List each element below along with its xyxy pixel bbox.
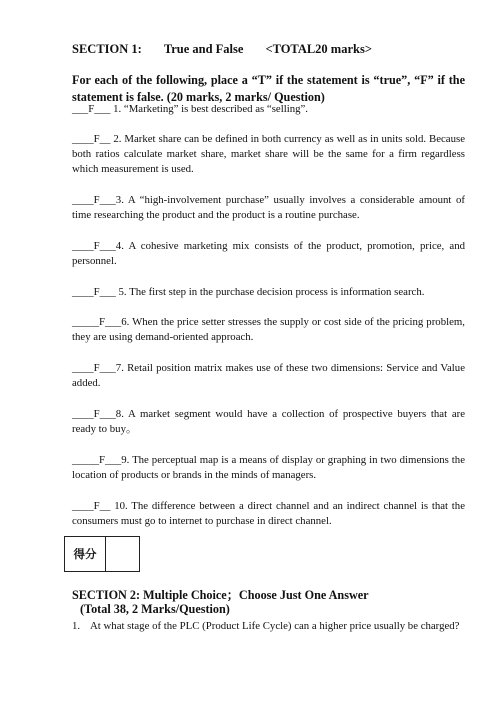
question-9-text: 9. The perceptual map is a means of display or graphing in two dimensions the location of products or brands in the minds of managers. [72,454,465,482]
question-5-text: 5. The first step in the purchase decision process is information search. [115,286,425,298]
question-8 [72,407,465,437]
question-8-text: 8. A market segment would have a collection of prospective buyers that are ready to buy。 [72,408,465,436]
mc-question-1-text: At what stage of the PLC (Product Life Cycle) can a higher price usually be charged? [90,620,460,632]
question-6-text: 6. When the price setter stresses the supply or cost side of the pricing problem, they are using demand-oriented approach. [72,316,465,344]
question-2-text: 2. Market share can be defined in both currency as well as in units sold. Because both ratios calculate market share, market share will be the same for a firm regardless which measurement is used. [72,133,465,176]
question-4 [72,239,465,269]
question-3 [72,193,465,223]
question-6 [72,315,465,345]
question-5 [72,285,465,300]
section2-subtitle: (Total 38, 2 Marks/Question) [80,602,230,616]
answer-10: ____F__ [72,500,111,512]
section2-title: SECTION 2: Multiple Choice；Choose Just One Answer [72,588,369,602]
answer-3: ____F___ [72,194,116,206]
answer-4: ____F___ [72,240,116,252]
answer-5: ____F___ [72,286,116,298]
question-7-text: 7. Retail position matrix makes use of these two dimensions: Service and Value added. [72,362,465,390]
answer-6: _____F___ [72,316,122,328]
question-9 [72,453,465,483]
section1-total: <TOTAL20 marks> [265,42,372,56]
section1-title: True and False [163,42,244,56]
score-input-cell[interactable] [106,537,140,572]
section1-heading [72,42,465,57]
answer-8: ____F___ [72,408,116,420]
question-10-text: 10. The difference between a direct channel and an indirect channel is that the consumers must go to internet to purchase in direct channel. [72,500,465,528]
mc-question-1 [72,619,465,635]
question-7 [72,361,465,391]
score-label: 得分 [65,537,106,572]
answer-9: _____F___ [72,454,122,466]
mc-question-1-number: 1. [72,620,81,632]
section1-label: SECTION 1: [72,42,142,56]
question-1-text: 1. “Marketing” is best described as “selling”. [110,103,308,115]
question-4-text: 4. A cohesive marketing mix consists of the product, promotion, price, and personnel. [72,240,465,268]
score-table [64,536,140,572]
question-3-text: 3. A “high-involvement purchase” usually involves a considerable amount of time researching the product and the product is a routine purchase. [72,194,465,222]
question-2 [72,132,465,178]
section1-instructions: For each of the following, place a “T” if the statement is “true”, “F” if the statement is false. (20 marks, 2 marks/ Question) [72,73,465,104]
answer-1: ___F___ [72,103,111,115]
question-1 [72,102,465,117]
answer-2: ____F__ [72,133,111,145]
question-10 [72,499,465,529]
answer-7: ____F___ [72,362,116,374]
